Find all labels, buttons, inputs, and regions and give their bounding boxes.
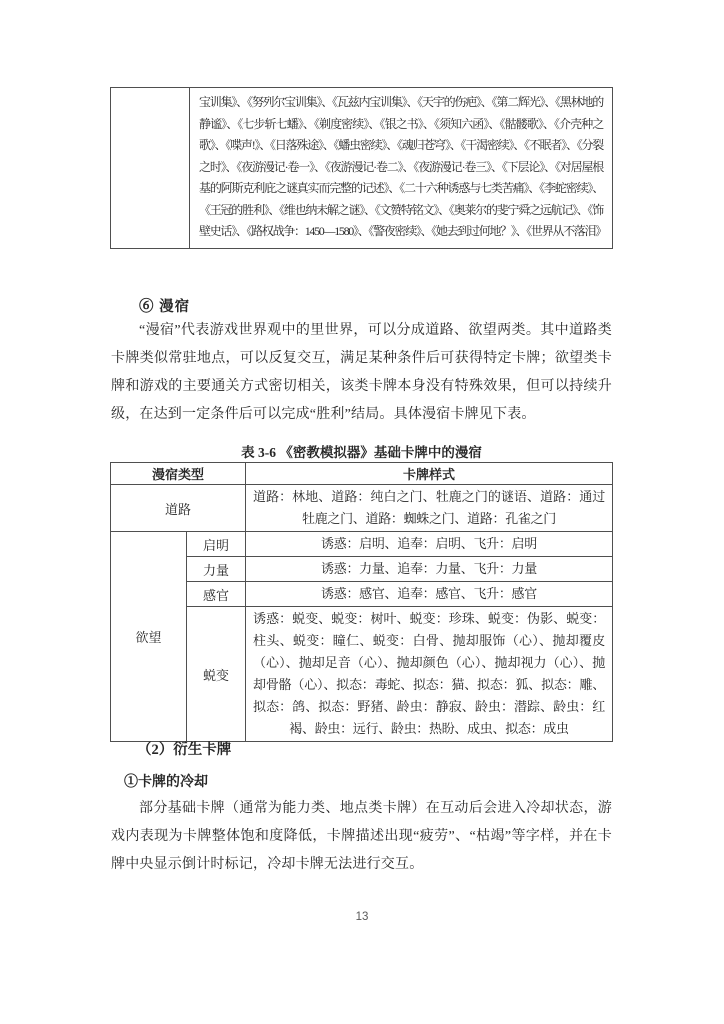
manshu-table [110,462,613,742]
table-row-liliang [111,557,613,582]
cell-liliang-label: 力量 [187,557,246,582]
cell-ganguan-content: 诱惑：感官、追奉：感官、飞升：感官 [246,582,613,607]
continued-table-text: 宝训集》、《努列尔宝训集》、《瓦兹内宝训集》、《天宇的伤疤》、《第二辉光》、《黑林地的静谧》、《七步斩七蟠》、《剃度密续》、《银之书》、《须知六函》、《骷髅歌》、《介壳种之歌》、《喋声!》、《日落殊途》、《蟠虫密续》、《魂归苍穹》、《干渴密续》、《不眠者》、《分裂之时》、《夜游漫记·卷一》、《夜游漫记·卷二》、《夜游漫记·卷三》、《下层论》、《对居屋根基的阿斯克利庇之谜真实而完整的记述》、《二十六种诱惑与七类苦痛》、《李蛇密续》、《王冠的胜利》、《维也纳未解之谜》、《文赞特铭文》、《奥莱尔的斐宁舜之远航记》、《饰壁史话》、《路权战争：1450—1580》、《警夜密续》、《她去到过何地？》、《世界从不落泪》 [190,88,613,249]
table-header-row [111,463,613,485]
cell-qiming-content: 诱惑：启明、追奉：启明、飞升：启明 [246,532,613,557]
cell-tuibian-content: 诱惑：蜕变、蜕变：树叶、蜕变：珍珠、蜕变：伪影、蜕变：柱头、蜕变：瞳仁、蜕变：白骨、抛却服饰（心）、抛却覆皮（心）、抛却足音（心）、抛却颜色（心）、抛却视力（心）、抛却骨骼（心）、拟态：毒蛇、拟态：猫、拟态：狐、拟态：雕、拟态：鸽、拟态：野猪、龄虫：静寂、龄虫：潜踪、龄虫：红褐、龄虫：远行、龄虫：热盼、成虫、拟态：成虫 [246,607,613,742]
table-row-ganguan [111,582,613,607]
continued-table-empty-cell [111,88,190,249]
cell-daolu-content: 道路：林地、道路：纯白之门、牡鹿之门的谜语、道路：通过牡鹿之门、道路：蜘蛛之门、道路：孔雀之门 [246,485,613,532]
manshu-section-heading: ⑥ 漫宿 [139,299,191,315]
cell-tuibian-label: 蜕变 [187,607,246,742]
cell-qiming-label: 启明 [187,532,246,557]
card-cooldown-heading: ①卡牌的冷却 [124,775,208,790]
cooldown-paragraph: 部分基础卡牌（通常为能力类、地点类卡牌）在互动后会进入冷却状态，游戏内表现为卡牌整体饱和度降低，卡牌描述出现“疲劳”、“枯竭”等字样，并在卡牌中央显示倒计时标记，冷却卡牌无法进行交互。 [111,801,612,872]
col-header-type: 漫宿类型 [111,463,246,485]
table-caption: 表 3-6 《密教模拟器》基础卡牌中的漫宿 [241,445,482,460]
table-row-daolu [111,485,613,532]
col-header-style: 卡牌样式 [246,463,613,485]
derived-cards-heading: （2）衍生卡牌 [137,742,232,758]
page-number: 13 [355,911,369,923]
table-row-tuibian [111,607,613,742]
table-row [111,88,613,249]
cell-yuwang-label: 欲望 [111,532,187,742]
continued-table [110,87,613,249]
cell-ganguan-label: 感官 [187,582,246,607]
cell-daolu-label: 道路 [111,485,246,532]
cell-liliang-content: 诱惑：力量、追奉：力量、飞升：力量 [246,557,613,582]
manshu-paragraph: “漫宿”代表游戏世界观中的里世界，可以分成道路、欲望两类。其中道路类卡牌类似常驻地点，可以反复交互，满足某种条件后可获得特定卡牌；欲望类卡牌和游戏的主要通关方式密切相关，该类卡牌本身没有特殊效果，但可以持续升级，在达到一定条件后可以完成“胜利”结局。具体漫宿卡牌见下表。 [111,323,612,422]
table-row-qiming [111,532,613,557]
